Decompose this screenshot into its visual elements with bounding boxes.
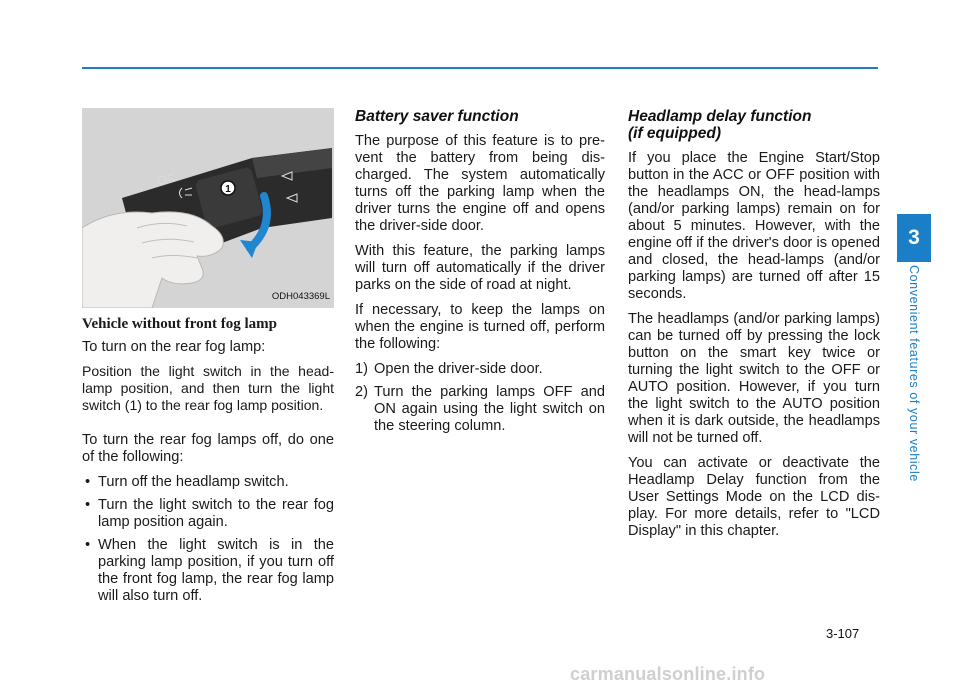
list-item: • Turn the light switch to the rear fog lamp position again. [82, 497, 334, 531]
heading-line: (if equipped) [628, 125, 721, 142]
callout-badge [221, 181, 235, 195]
svg-text:1: 1 [225, 184, 231, 195]
chapter-tab: 3 [897, 214, 931, 262]
paragraph: The headlamps (and/or parking lamps) can be turned off by pressing the lock button on the smart key twice or turning the light switch to the OFF or AUTO position. However, if you turn the light switch to the AUTO position when it is dark outside, the headlamps will not be turned off. [628, 311, 880, 446]
stalk-illustration [82, 108, 334, 308]
column-1 [82, 108, 334, 611]
step-number: 2) [355, 384, 368, 400]
list-item [355, 384, 605, 435]
light-switch-photo [82, 108, 334, 308]
heading-line: Headlamp delay function [628, 108, 812, 125]
chapter-title: Convenient features of your vehicle [907, 265, 921, 482]
paragraph: If necessary, to keep the lamps on when the engine is turned off, perform the following: [355, 302, 605, 352]
battery-saver-steps [355, 361, 605, 435]
column-2 [355, 108, 605, 441]
list-item: • Turn off the headlamp switch. [82, 474, 334, 491]
step-text: Open the driver-side door. [374, 361, 543, 377]
paragraph: If you place the Engine Start/Stop button in the ACC or OFF position with the headlamps ON, the head-lamps (and/or parking lamps) remain on for about 5 minutes. However, with the engine off if the driver's door is opened and closed, the head-lamps (and/or parking lamps) are turned off after 15 seconds. [628, 150, 880, 302]
paragraph: The purpose of this feature is to pre-vent the battery from being dis-charged. The system automatically turns off the parking lamp when the driver turns the engine off and opens the driver-side door. [355, 133, 605, 234]
rear-fog-on-instruction: Position the light switch in the head-lamp position, and then turn the light switch (1) to the rear fog lamp position. [82, 363, 334, 413]
figure-code: ODH043369L [271, 291, 330, 302]
watermark: carmanualsonline.info [570, 664, 766, 684]
page-number: 3-107 [826, 626, 860, 641]
figure-caption: Vehicle without front fog lamp [82, 316, 277, 332]
rear-fog-off-lead: To turn the rear fog lamps off, do one of the following: [82, 432, 334, 465]
rear-fog-off-list [82, 474, 334, 605]
battery-saver-heading: Battery saver function [355, 108, 519, 125]
list-item [355, 361, 605, 378]
top-rule [82, 67, 878, 69]
step-text: Turn the parking lamps OFF and ON again using the light switch on the steering column. [374, 384, 605, 434]
step-number: 1) [355, 361, 368, 377]
paragraph: You can activate or deactivate the Headlamp Delay function from the User Settings Mode on the LCD dis-play. For more details, refer to "LCD Display" in this chapter. [628, 455, 880, 539]
column-3 [628, 108, 880, 548]
headlamp-delay-heading [628, 108, 880, 142]
paragraph: With this feature, the parking lamps will turn off automatically if the driver parks on the side of road at night. [355, 243, 605, 293]
rear-fog-on-lead: To turn on the rear fog lamp: [82, 339, 266, 355]
list-item: • When the light switch is in the parking lamp position, if you turn off the front fog lamp, the rear fog lamp will also turn off. [82, 537, 334, 605]
